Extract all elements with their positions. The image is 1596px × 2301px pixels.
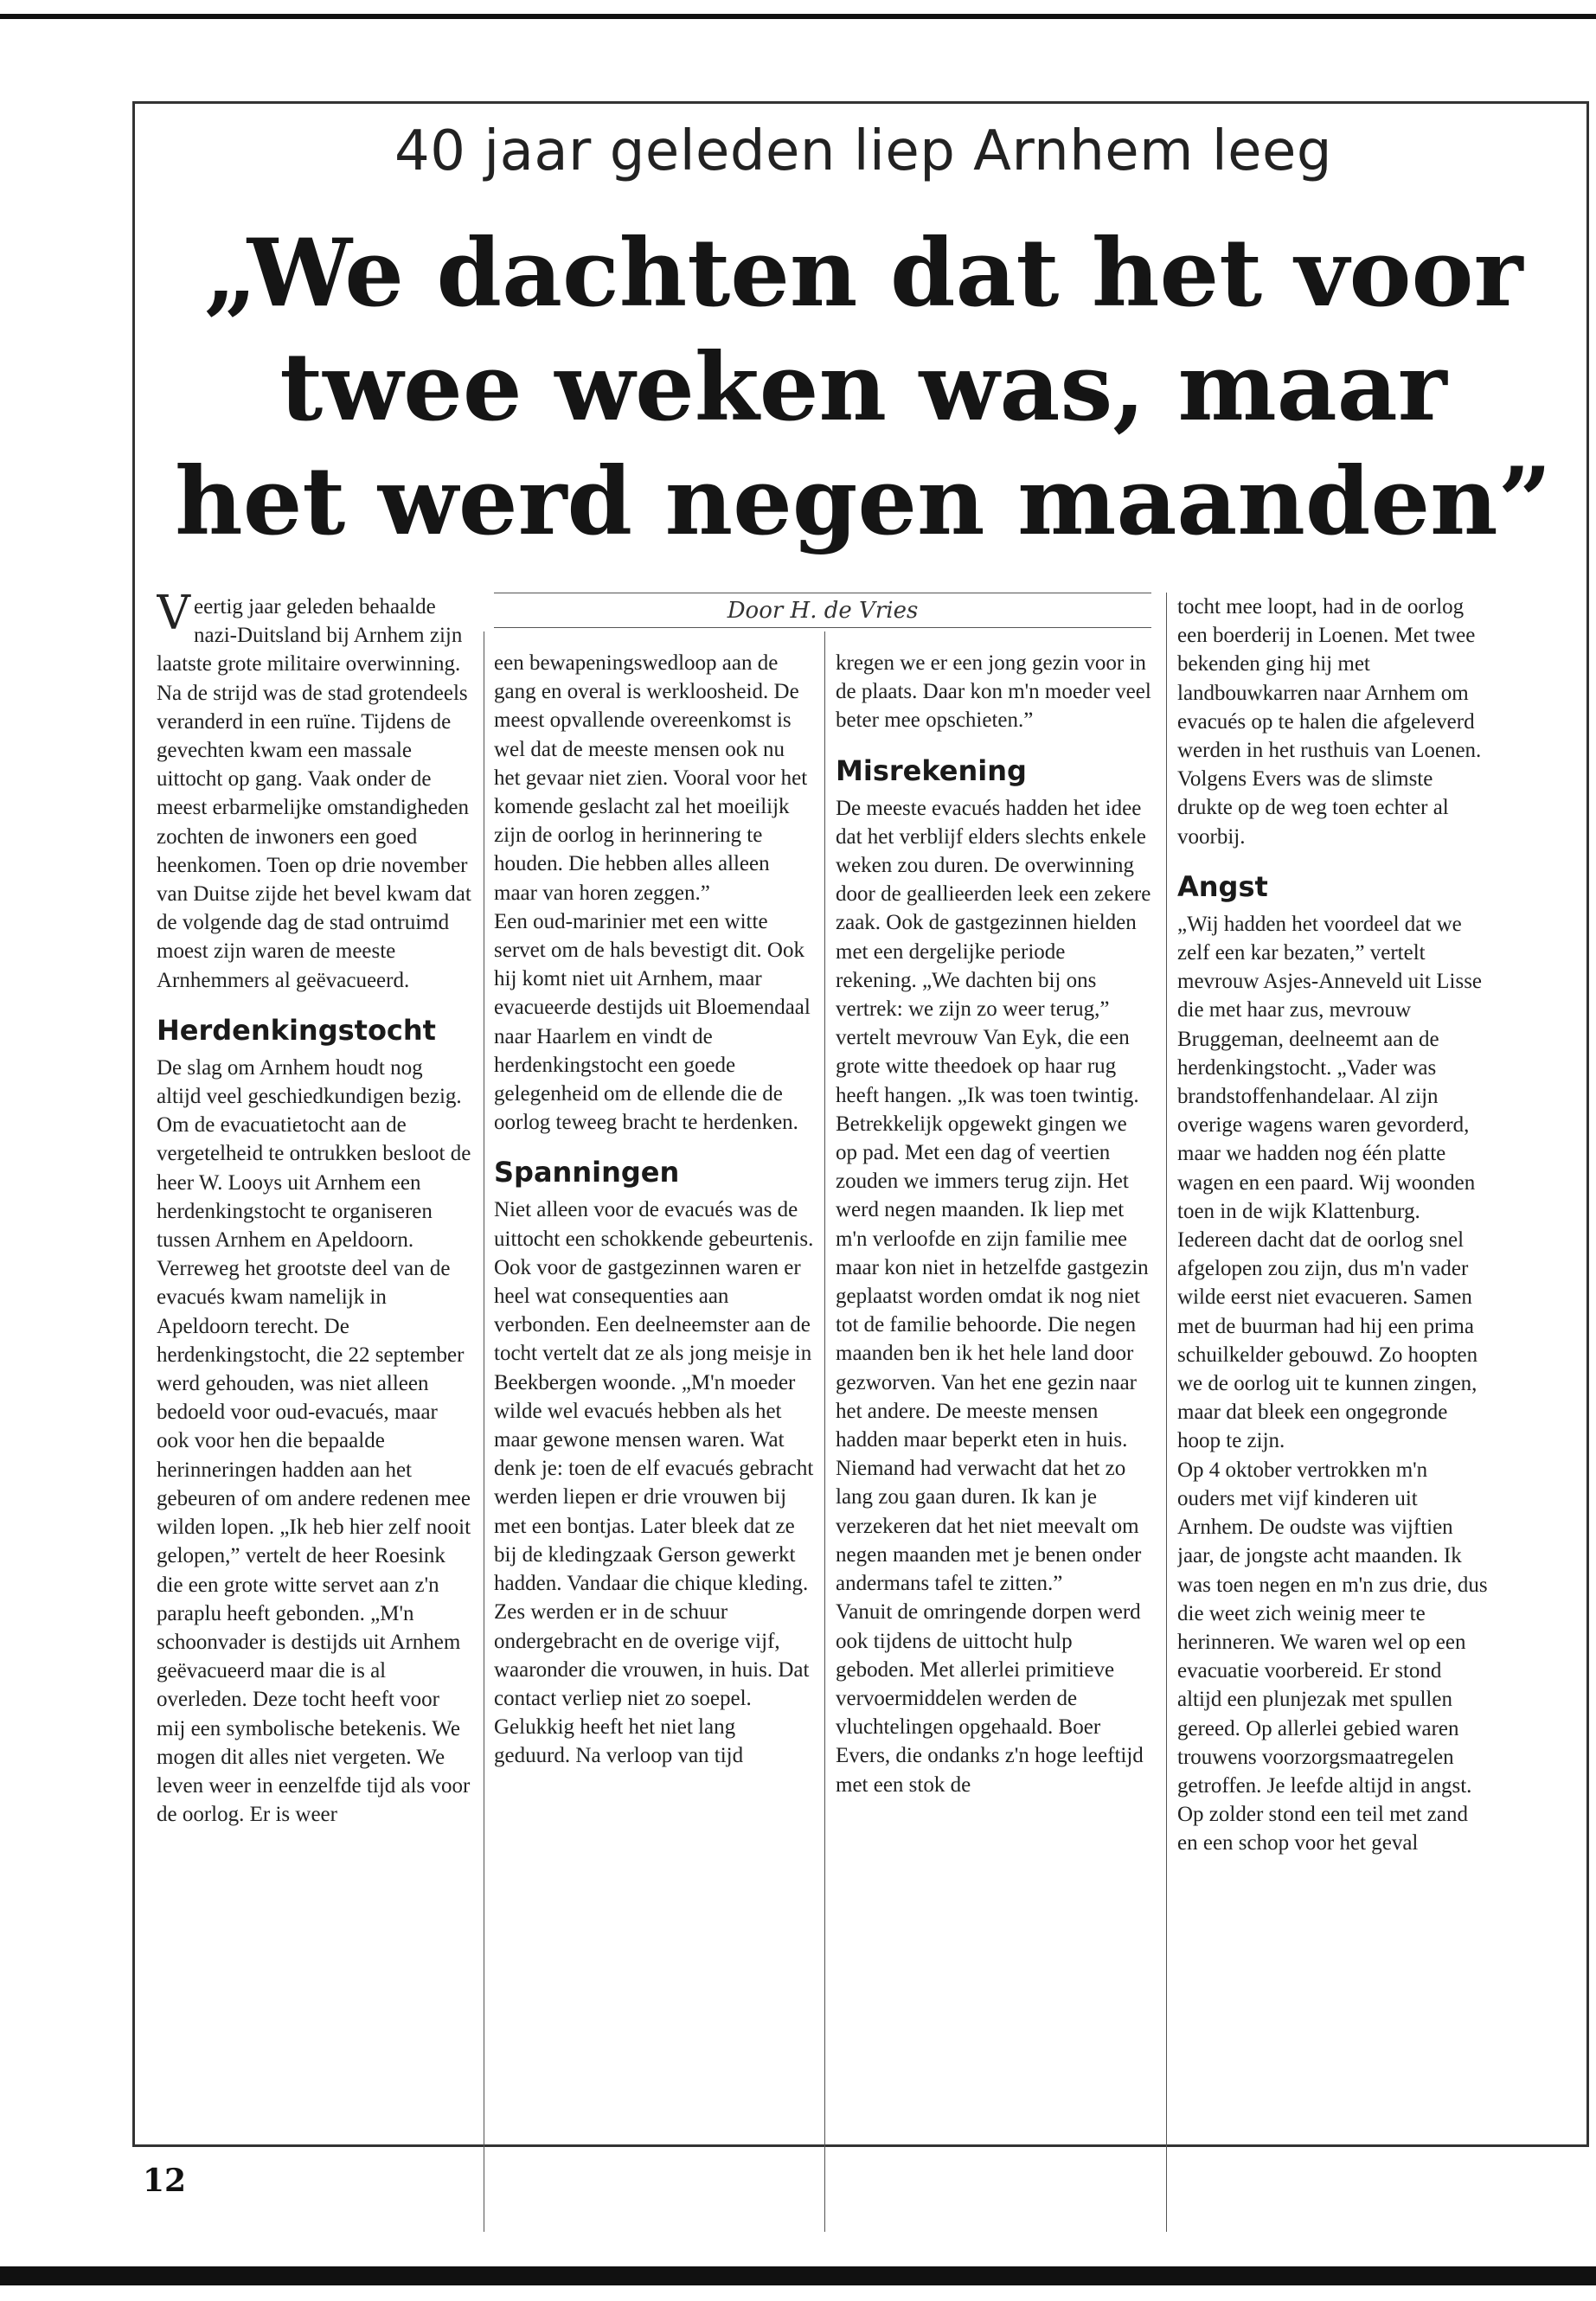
column-divider	[824, 631, 825, 2232]
byline: Door H. de Vries	[727, 598, 919, 624]
section-heading-angst: Angst	[1177, 869, 1268, 903]
article-headline	[135, 216, 1592, 559]
byline-rule-bottom	[494, 627, 1151, 628]
column-1	[157, 593, 472, 2150]
section-text-angst: „Wij hadden het voordeel dat we zelf een kar bezaten,” vertelt mevrouw Asjes-Anneveld uit Lisse die met haar zus, mevrouw Bruggeman, deelneemt aan de herdenkingstocht. „Vader was brandstoffenhandelaar. Al zijn overige wagens waren gevorderd, maar we hadden nog één platte wagen en een paard. Wij woonden toen in de wijk Klattenburg. Iedereen dacht dat de oorlog snel afgelopen zou zijn, dus m'n vader wilde eerst niet evacueren. Samen met de buurman had hij een prima schuilkelder gebouwd. Zo hoopten we de oorlog uit te kunnen zingen, maar dat bleek een ongegronde hoop te zijn.	[1177, 912, 1483, 1453]
column-2-text: een bewapeningswedloop aan de gang en overal is werkloosheid. De meest opvallende overeenkomst is wel dat de meeste mensen ook nu het gevaar niet zien. Vooral voor het komende geslacht zal het moeilijk zijn de oorlog in herinnering te houden. Die hebben alles alleen maar van horen zeggen.”	[494, 651, 808, 905]
section-heading-misrekening: Misrekening	[836, 753, 1027, 787]
section-heading-spanningen: Spanningen	[494, 1156, 680, 1189]
section-text-herdenkingstocht: De slag om Arnhem houdt nog altijd veel geschiedkundigen bezig. Om de evacuatietocht aan de vergetelheid te ontrukken besloot de heer W. Looys uit Arnhem een herdenkingstocht te organiseren tussen Arnhem en Apeldoorn. Verreweg het grootste deel van de evacués kwam namelijk in Apeldoorn terecht. De herdenkingstocht, die 22 september werd gehouden, was niet alleen bedoeld voor oud-evacués, maar ook voor hen die bepaalde herinneringen hadden aan het gebeuren of om andere redenen mee wilden lopen. „Ik heb hier zelf nooit gelopen,” vertelt de heer Roesink die een grote witte servet aan z'n paraplu heeft gebonden. „M'n schoonvader is destijds uit Arnhem geëvacueerd maar die is al overleden. Deze tocht heeft voor mij een symbolische betekenis. We mogen dit alles niet vergeten. We leven weer in eenzelfde tijd als voor de oorlog. Er is weer	[157, 1055, 471, 1827]
headline-line-3: het werd negen maanden”	[175, 447, 1552, 556]
headline-line-2: twee weken was, maar	[279, 333, 1447, 442]
drop-cap: V	[157, 593, 190, 640]
headline-line-1: „We dachten dat het voor	[203, 219, 1523, 328]
bottom-rule	[0, 2266, 1596, 2285]
column-3-text: kregen we er een jong gezin voor in de plaats. Daar kon m'n moeder veel beter mee opschieten.”	[836, 651, 1151, 733]
section-text-misrekening: De meeste evacués hadden het idee dat het verblijf elders slechts enkele weken zou duren. De overwinning door de geallieerden leek een zekere zaak. Ook de gastgezinnen hielden met een dergelijke periode rekening. „We dachten bij ons vertrek: we zijn zo weer terug,” vertelt mevrouw Van Eyk, die een grote witte theedoek op haar rug heeft hangen. „Ik was toen twintig. Betrekkelijk opgewekt gingen we op pad. Met een dag of veertien zouden we immers terug zijn. Het werd negen maanden. Ik liep met m'n verloofde en zijn familie mee maar kon niet in hetzelfde gastgezin geplaatst worden omdat ik nog niet tot de familie behoorde. Die negen maanden ben ik het hele land door gezworven. Van het ene gezin naar het andere. De meeste mensen hadden maar beperkt eten in huis. Niemand had verwacht dat het zo lang zou gaan duren. Ik kan je verzekeren dat het niet meevalt om negen maanden met je benen onder andermans tafel te zitten.”	[836, 796, 1151, 1596]
intro-text: eertig jaar geleden behaalde nazi-Duitsland bij Arnhem zijn laatste grote militaire overwinning. Na de strijd was de stad grotendeels veranderd in een ruïne. Tijdens de gevechten kwam een massale uittocht op gang. Vaak onder de meest erbarmelijke omstandigheden zochten de inwoners een goed heenkomen. Toen op drie november van Duitse zijde het bevel kwam dat de volgende dag de stad ontruimd moest zijn waren de meeste Arnhemmers al geëvacueerd.	[157, 595, 471, 992]
top-rule	[0, 14, 1596, 19]
section-text-angst-b: Op 4 oktober vertrokken m'n ouders met vijf kinderen uit Arnhem. De oudste was vijftien jaar, de jongste acht maanden. Ik was toen negen en m'n zus drie, dus die weet zich weinig meer te herinneren. We waren wel op een evacuatie voorbereid. Er stond altijd een plunjezak met spullen gereed. Op allerlei gebied waren trouwens voorzorgsmaatregelen getroffen. Je leefde altijd in angst. Op zolder stond een teil met zand en een schop voor het geval	[1177, 1458, 1488, 1856]
intro-paragraph	[157, 593, 472, 995]
article-kicker: 40 jaar geleden liep Arnhem leeg	[394, 119, 1332, 183]
column-2	[494, 649, 814, 2206]
page-number: 12	[143, 2163, 187, 2199]
column-divider	[1166, 593, 1167, 2232]
column-4-text: tocht mee loopt, had in de oorlog een boerderij in Loenen. Met twee bekenden ging hij met landbouwkarren naar Arnhem om evacués op te halen die afgeleverd werden in het rusthuis van Loenen. Volgens Evers was de slimste drukte op de weg toen echter al voorbij.	[1177, 595, 1482, 849]
section-text-misrekening-b: Vanuit de omringende dorpen werd ook tijdens de uittocht hulp geboden. Met allerlei primitieve vervoermiddelen werden de vluchtelingen opgehaald. Boer Evers, die ondanks z'n hoge leeftijd met een stok de	[836, 1600, 1144, 1797]
article-frame	[132, 101, 1589, 2147]
section-heading-herdenkingstocht: Herdenkingstocht	[157, 1013, 436, 1047]
column-3	[836, 649, 1151, 2206]
section-text-spanningen: Niet alleen voor de evacués was de uittocht een schokkende gebeurtenis. Ook voor de gastgezinnen waren er heel wat consequenties aan verbonden. Een deelneemster aan de tocht vertelt dat ze als jong meisje in Beekbergen woonde. „M'n moeder wilde wel evacués hebben als het maar gewone mensen waren. Wat denk je: toen de elf evacués gebracht werden liepen er drie vrouwen bij met een bontjas. Later bleek dat ze bij de kledingzaak Gerson gewerkt hadden. Vandaar die chique kleding. Zes werden er in de schuur ondergebracht en de overige vijf, waaronder die vrouwen, in huis. Dat contact verliep niet zo soepel. Gelukkig heeft het niet lang geduurd. Na verloop van tijd	[494, 1198, 814, 1768]
column-2-text-b: Een oud-marinier met een witte servet om de hals bevestigt dit. Ook hij komt niet uit Arnhem, maar evacueerde destijds uit Bloemendaal naar Haarlem en vindt de herdenkingstocht een goede gelegenheid om de ellende die de oorlog teweeg bracht te herdenken.	[494, 909, 811, 1135]
column-4	[1177, 593, 1489, 2150]
